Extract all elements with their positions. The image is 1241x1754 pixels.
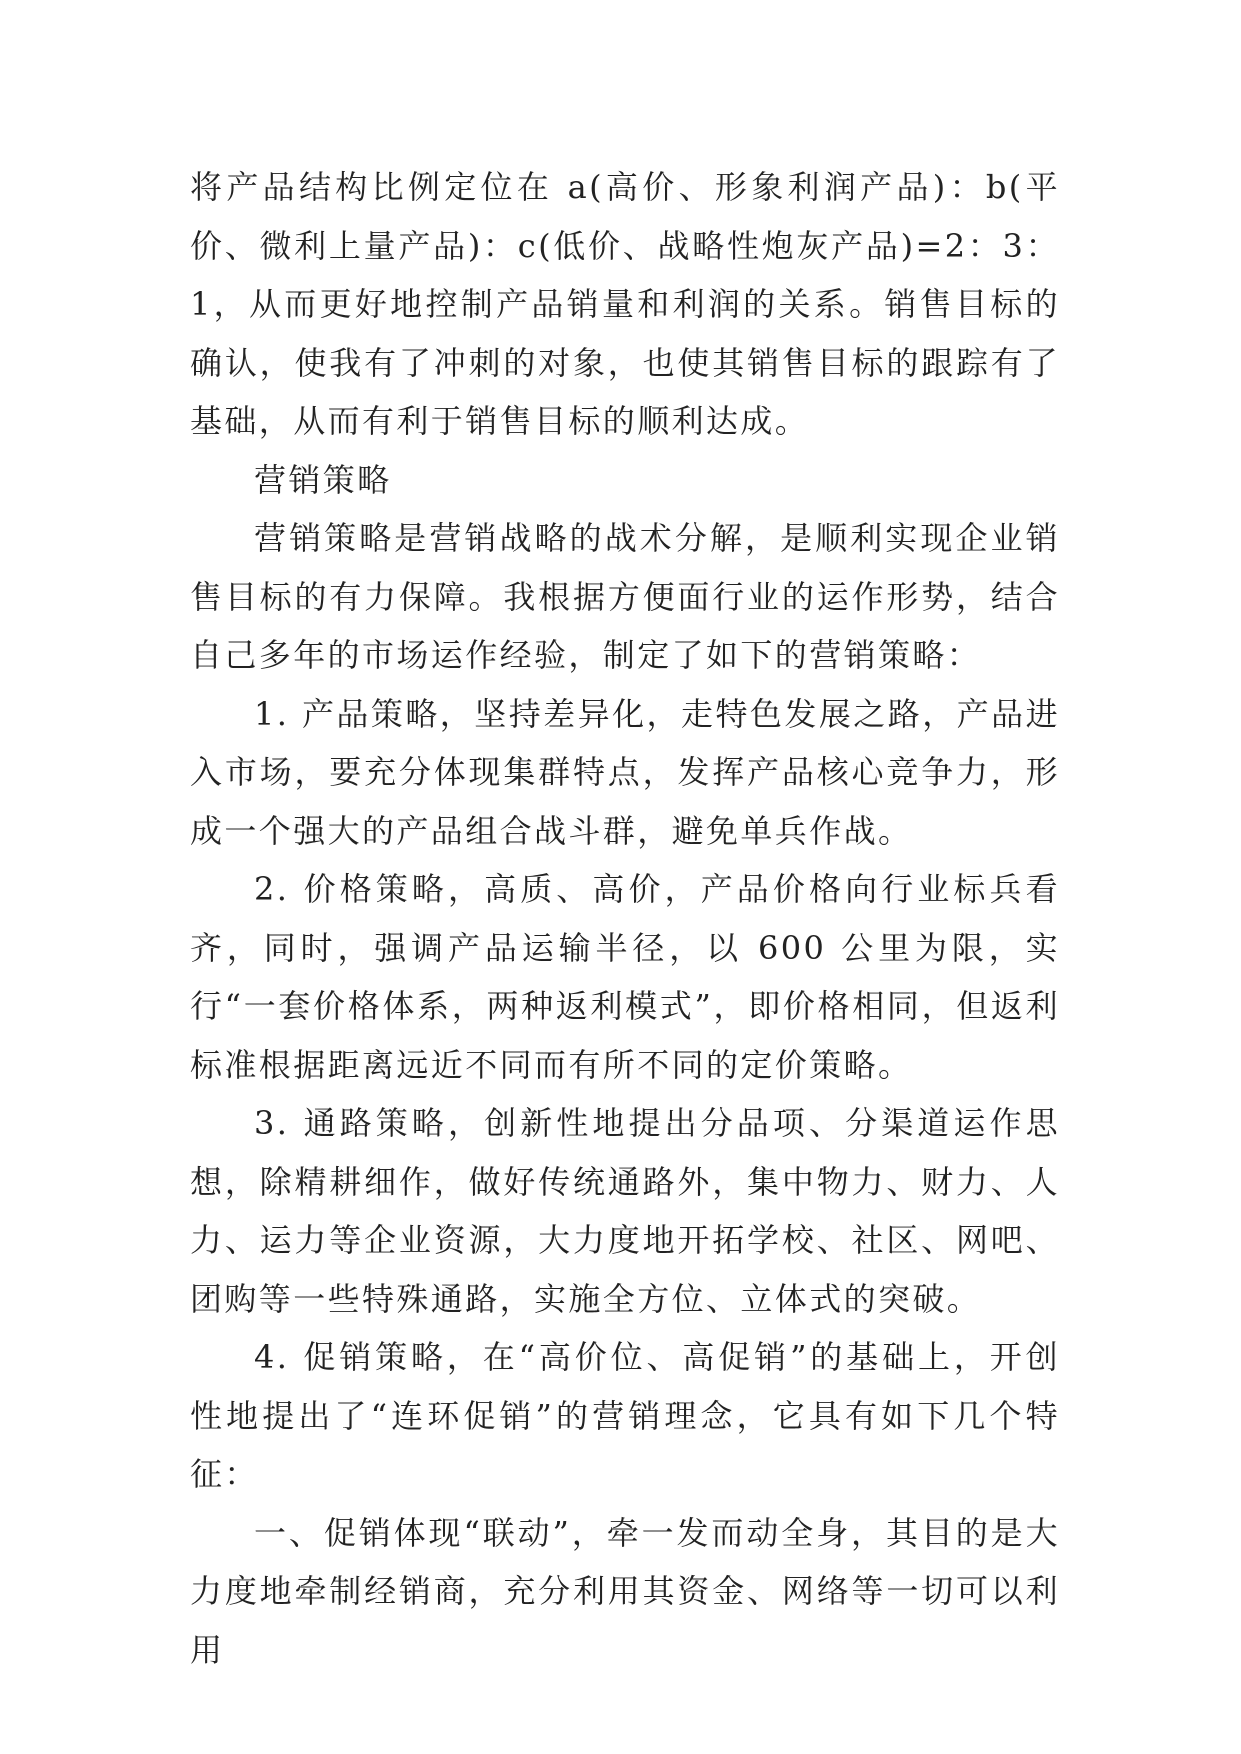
paragraph-promotion-feature-one: 一、促销体现“联动”，牵一发而动全身，其目的是大力度地牵制经销商，充分利用其资金、网络等一切可以利用 bbox=[190, 1513, 1060, 1669]
paragraph-promotion-strategy: 4. 促销策略，在“高价位、高促销”的基础上，开创性地提出了“连环促销”的营销理念，它具有如下几个特征： bbox=[190, 1338, 1060, 1493]
paragraph-product-structure: 将产品结构比例定位在 a(高价、形象利润产品)：b(平价、微利上量产品)：c(低价、战略性炮灰产品)=2：3：1，从而更好地控制产品销量和利润的关系。销售目标的确认，使我有了冲刺的对象，也使其销售目标的跟踪有了基础，从而有利于销售目标的顺利达成。 bbox=[190, 168, 1060, 440]
paragraph-channel-strategy: 3. 通路策略，创新性地提出分品项、分渠道运作思想，除精耕细作，做好传统通路外，集中物力、财力、人力、运力等企业资源，大力度地开拓学校、社区、网吧、团购等一些特殊通路，实施全方位、立体式的突破。 bbox=[190, 1104, 1060, 1318]
document-body bbox=[190, 158, 1060, 1679]
paragraph-price-strategy: 2. 价格策略，高质、高价，产品价格向行业标兵看齐，同时，强调产品运输半径，以 600 公里为限，实行“一套价格体系，两种返利模式”，即价格相同，但返利标准根据距离远近不同而有所不同的定价策略。 bbox=[190, 870, 1060, 1084]
paragraph-product-strategy: 1. 产品策略，坚持差异化，走特色发展之路，产品进入市场，要充分体现集群特点，发挥产品核心竞争力，形成一个强大的产品组合战斗群，避免单兵作战。 bbox=[190, 694, 1060, 850]
paragraph-marketing-strategy-intro: 营销策略是营销战略的战术分解，是顺利实现企业销售目标的有力保障。我根据方便面行业的运作形势，结合自己多年的市场运作经验，制定了如下的营销策略： bbox=[190, 519, 1060, 674]
section-heading-marketing-strategy: 营销策略 bbox=[254, 460, 392, 499]
